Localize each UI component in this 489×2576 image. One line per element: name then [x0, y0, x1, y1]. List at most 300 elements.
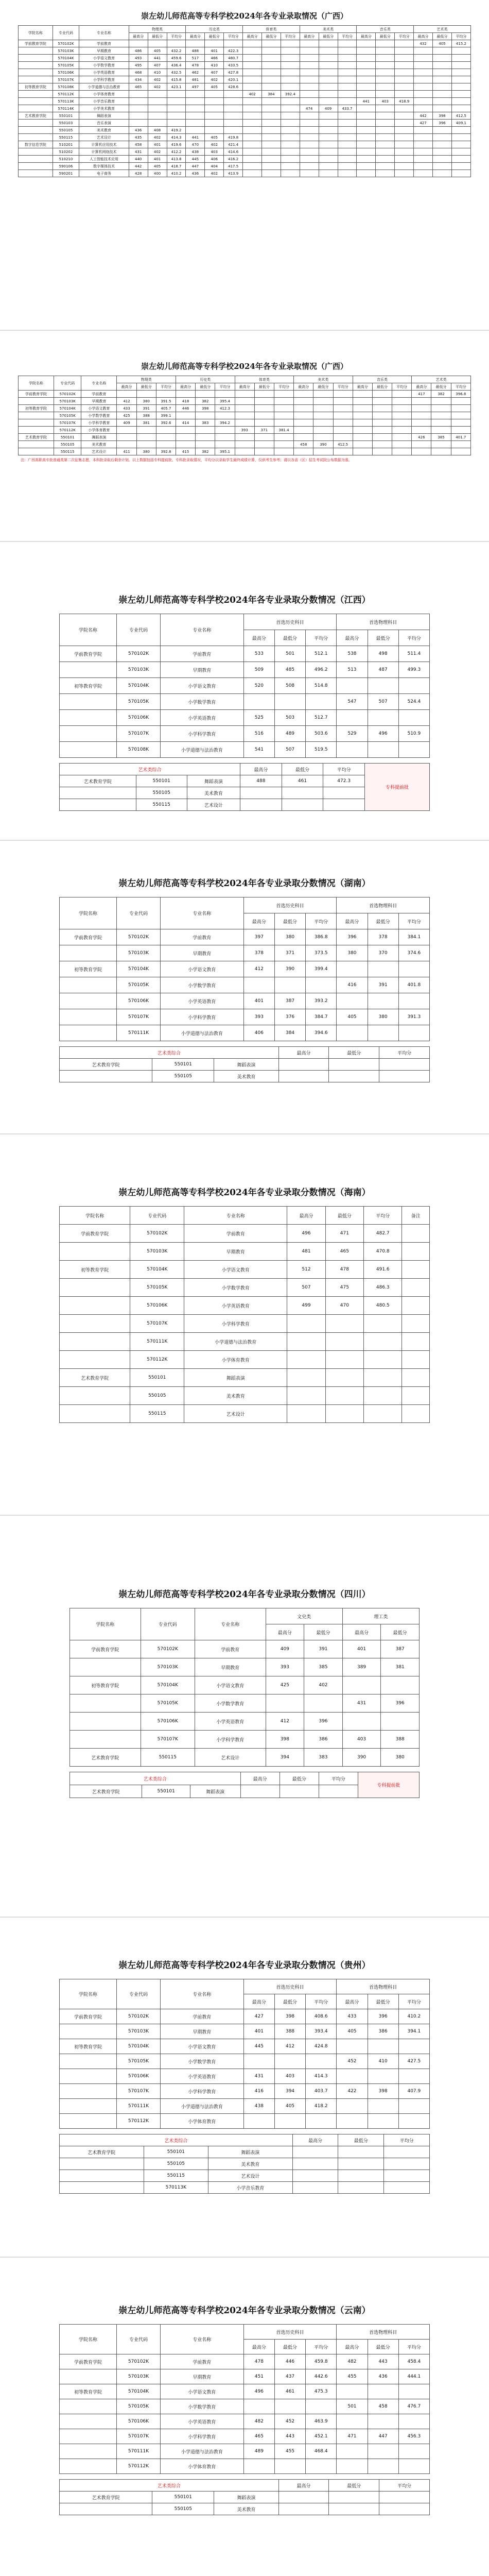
table-cell: 510201	[53, 141, 79, 148]
table-row	[60, 2146, 430, 2158]
table-cell	[357, 148, 376, 156]
table-cell: 415	[176, 448, 196, 455]
table-cell	[376, 40, 395, 47]
table-cell: 570103K	[116, 662, 160, 678]
table-row	[19, 47, 471, 55]
table-cell: 初等教育学院	[60, 678, 117, 694]
column-header: 最高分	[235, 383, 254, 391]
table-cell: 461	[282, 775, 323, 787]
table-cell	[431, 405, 451, 412]
table-cell: 468.4	[306, 2444, 337, 2459]
table-cell	[412, 441, 431, 448]
column-header: 学院名称	[60, 897, 117, 929]
table-cell: 378	[243, 945, 274, 961]
table-cell: 458	[294, 441, 313, 448]
table-cell: 计算机应用技术	[79, 141, 129, 148]
table-row	[19, 391, 471, 398]
table-cell	[243, 120, 262, 127]
table-cell: 402	[205, 141, 224, 148]
table-cell	[338, 40, 357, 47]
column-header: 平均分	[395, 33, 414, 40]
table-cell: 550105	[152, 1071, 214, 1082]
table-cell: 550101	[136, 775, 187, 787]
table-cell	[19, 148, 53, 156]
table-cell	[60, 2114, 117, 2129]
table-cell	[70, 1731, 141, 1749]
table-cell	[60, 1333, 130, 1351]
table-cell: 524.4	[398, 694, 429, 710]
table-cell	[196, 391, 215, 398]
table-cell: 570107K	[116, 1009, 160, 1025]
table-cell	[300, 127, 319, 134]
section-yunnan	[0, 2303, 489, 2515]
table-cell	[402, 1333, 430, 1351]
table-cell: 547	[337, 694, 368, 710]
table-cell	[60, 694, 117, 710]
table-row	[60, 2039, 430, 2054]
table-cell: 399.4	[306, 961, 337, 977]
table-cell: 小学数学教育	[161, 694, 244, 710]
table-row	[60, 742, 430, 758]
table-cell: 422	[337, 2084, 368, 2099]
table-cell	[432, 76, 451, 83]
table-cell: 394.6	[306, 1025, 337, 1041]
table-cell: 390	[342, 1749, 381, 1767]
table-cell	[319, 62, 338, 69]
table-cell	[357, 47, 376, 55]
table-cell: 501	[337, 2399, 368, 2414]
table-cell: 早期教育	[161, 945, 244, 961]
table-cell	[205, 127, 224, 134]
table-cell	[353, 391, 372, 398]
table-row	[19, 120, 471, 127]
table-cell: 410.2	[167, 170, 186, 177]
table-cell: 380	[381, 1749, 420, 1767]
art-block-label: 艺术类综合	[60, 2134, 293, 2146]
table-cell: 381.4	[274, 427, 293, 434]
table-cell: 401.7	[451, 434, 470, 441]
table-cell	[240, 1785, 280, 1798]
table-cell	[300, 148, 319, 156]
table-row	[60, 2399, 430, 2414]
table-row	[60, 1071, 430, 1082]
table-cell: 数字信息学院	[19, 141, 53, 148]
table-cell: 570114K	[53, 105, 79, 112]
table-cell	[357, 69, 376, 76]
table-cell: 570107K	[141, 1731, 195, 1749]
table-cell	[215, 427, 235, 434]
table-cell	[451, 69, 470, 76]
table-cell: 570102K	[116, 929, 160, 945]
table-cell	[319, 40, 338, 47]
table-cell	[287, 1351, 325, 1369]
table-cell	[261, 120, 281, 127]
table-cell	[313, 419, 333, 427]
table-cell	[319, 141, 338, 148]
table-cell	[329, 1071, 379, 1082]
table-cell	[287, 1333, 325, 1351]
table-cell	[129, 98, 148, 105]
table-cell	[451, 76, 470, 83]
table-cell: 550101	[152, 2492, 214, 2503]
table-cell	[300, 76, 319, 83]
table-cell	[392, 427, 412, 434]
group-header: 首选物理科目	[337, 897, 430, 913]
table-row	[19, 441, 471, 448]
table-cell	[368, 2414, 398, 2429]
table-cell: 570106K	[116, 993, 160, 1009]
table-cell: 小学道德与法治教育	[161, 1025, 244, 1041]
table-cell	[368, 678, 398, 694]
table-cell	[333, 398, 353, 405]
table-cell	[376, 69, 395, 76]
table-cell: 学前教育	[184, 1225, 287, 1243]
table-cell	[254, 434, 274, 441]
table-cell: 早期教育	[161, 2024, 244, 2039]
table-cell	[432, 98, 451, 105]
table-cell: 570103K	[141, 1658, 195, 1676]
header-row	[70, 1772, 420, 1785]
table-cell	[60, 726, 117, 742]
table-cell	[337, 2114, 368, 2129]
table-cell: 391	[136, 405, 156, 412]
table-cell	[243, 2054, 274, 2069]
table-cell: 409	[319, 105, 338, 112]
table-cell: 418.7	[167, 163, 186, 170]
table-cell: 570105K	[116, 694, 160, 710]
table-cell	[261, 83, 281, 91]
column-header: 专业名称	[161, 897, 244, 929]
column-header: 平均分	[451, 33, 470, 40]
table-cell: 艺术教育学院	[60, 1059, 152, 1071]
table-cell: 405	[148, 47, 167, 55]
table-cell	[274, 398, 293, 405]
table-cell	[261, 98, 281, 105]
column-header: 专业代码	[116, 614, 160, 646]
column-header: 最低分	[274, 1994, 305, 2009]
table-cell: 419.2	[167, 127, 186, 134]
table-cell: 525	[243, 710, 274, 726]
table-cell	[261, 141, 281, 148]
table-cell	[281, 120, 300, 127]
table-cell	[240, 799, 282, 811]
table-cell: 艺术教育学院	[70, 1785, 142, 1798]
table-cell	[306, 694, 337, 710]
table-cell	[379, 2503, 430, 2515]
table-cell	[432, 47, 451, 55]
table-cell: 小学数学教育	[81, 412, 117, 419]
table-cell: 570111K	[116, 2444, 160, 2459]
table-cell: 474	[300, 105, 319, 112]
table-cell: 小学数学教育	[161, 2054, 244, 2069]
table-cell: 427	[243, 2009, 274, 2024]
table-cell: 409	[266, 1640, 304, 1658]
table-cell	[60, 662, 117, 678]
table-cell	[357, 76, 376, 83]
table-cell	[282, 799, 323, 811]
column-header: 最低分	[254, 383, 274, 391]
table-cell: 435	[129, 134, 148, 141]
table-cell: 391	[368, 977, 398, 993]
table-cell	[254, 419, 274, 427]
table-cell: 550105	[130, 1387, 184, 1405]
group-header: 首选物理科目	[337, 2325, 430, 2340]
table-cell	[337, 2039, 368, 2054]
table-cell: 396.8	[451, 391, 470, 398]
table-cell	[19, 448, 54, 455]
table-cell	[364, 1387, 402, 1405]
table-cell	[300, 55, 319, 62]
table-cell: 570104K	[54, 405, 81, 412]
table-cell	[60, 710, 117, 726]
table-cell	[414, 127, 433, 134]
table-cell	[384, 2182, 430, 2194]
table-cell: 艺术教育学院	[19, 434, 54, 441]
table-row	[19, 170, 471, 177]
table-cell	[338, 120, 357, 127]
table-cell	[294, 391, 313, 398]
table-cell	[338, 91, 357, 98]
table-cell: 382	[196, 398, 215, 405]
table-cell	[235, 391, 254, 398]
column-header: 学院名称	[70, 1608, 141, 1640]
table-cell	[338, 83, 357, 91]
table-cell: 414.3	[306, 2069, 337, 2084]
table-row	[60, 1369, 430, 1387]
table-cell: 408.6	[306, 2009, 337, 2024]
table-cell	[319, 156, 338, 163]
table-cell: 386	[368, 2024, 398, 2039]
table-cell	[337, 2459, 368, 2474]
table-cell: 541	[243, 742, 274, 758]
table-cell	[294, 448, 313, 455]
table-cell	[243, 40, 262, 47]
table-cell: 舞蹈表演	[208, 2146, 293, 2158]
art-table	[59, 2134, 430, 2194]
column-header: 专业代码	[53, 26, 79, 40]
column-header: 历史类	[186, 26, 243, 33]
table-cell	[261, 62, 281, 69]
table-cell	[451, 398, 470, 405]
table-row	[60, 2459, 430, 2474]
table-cell: 412	[243, 961, 274, 977]
table-cell	[395, 127, 414, 134]
table-cell	[224, 98, 243, 105]
table-row	[70, 1713, 420, 1731]
table-cell	[281, 83, 300, 91]
column-header: 最高分	[266, 1624, 304, 1640]
table-cell: 电子商务	[79, 170, 129, 177]
table-cell: 初等教育学院	[60, 961, 117, 977]
table-cell	[451, 98, 470, 105]
table-cell: 计算机网络技术	[79, 148, 129, 156]
table-row	[19, 55, 471, 62]
table-row	[60, 1387, 430, 1405]
table-cell	[333, 391, 353, 398]
table-row	[60, 2069, 430, 2084]
table-cell: 550105	[54, 441, 81, 448]
column-header: 平均分	[281, 33, 300, 40]
table-cell: 384	[261, 91, 281, 98]
column-header: 最高分	[337, 1994, 368, 2009]
table-cell: 550105	[152, 2503, 214, 2515]
column-header: 最高分	[129, 33, 148, 40]
table-cell: 403	[274, 2069, 305, 2084]
table-cell	[19, 105, 53, 112]
table-cell	[205, 91, 224, 98]
table-cell	[167, 98, 186, 105]
table-cell	[224, 91, 243, 98]
column-header: 最低分	[381, 1624, 420, 1640]
table-cell: 413.8	[167, 156, 186, 163]
table-cell: 398	[274, 2009, 305, 2024]
table-cell	[287, 1387, 325, 1405]
column-header: 最低分	[325, 1207, 363, 1225]
table-cell	[300, 69, 319, 76]
table-cell	[224, 120, 243, 127]
table-cell	[338, 156, 357, 163]
table-cell	[148, 98, 167, 105]
table-cell: 489	[274, 726, 305, 742]
table-cell: 570105K	[116, 2054, 160, 2069]
table-cell	[432, 91, 451, 98]
table-cell	[19, 163, 53, 170]
table-cell: 388	[136, 412, 156, 419]
table-cell: 447	[186, 163, 205, 170]
header-row	[60, 614, 430, 630]
table-row	[19, 69, 471, 76]
table-cell: 570108K	[116, 742, 160, 758]
table-cell: 570113K	[144, 2182, 208, 2194]
table-cell	[451, 163, 470, 170]
table-cell	[60, 1243, 130, 1261]
table-cell: 小学道德与法治教育	[161, 2444, 244, 2459]
table-cell	[395, 170, 414, 177]
column-header: 最低分	[376, 33, 395, 40]
table-cell	[60, 2369, 117, 2384]
table-cell	[376, 163, 395, 170]
column-header: 最高分	[412, 383, 431, 391]
table-cell	[136, 434, 156, 441]
table-cell	[337, 2444, 368, 2459]
table-cell: 550101	[53, 112, 79, 120]
table-cell: 570102K	[116, 646, 160, 662]
table-cell	[392, 405, 412, 412]
table-cell: 570103K	[116, 945, 160, 961]
column-header: 专业名称	[79, 26, 129, 40]
table-cell: 482	[243, 2414, 274, 2429]
table-cell	[243, 69, 262, 76]
table-cell: 418.2	[306, 2099, 337, 2114]
table-cell	[274, 441, 293, 448]
table-cell	[215, 434, 235, 441]
footnote: 注：广西高职高专批普通类第二次征集志愿，本科批录取后剩余计划。以上数据包括专科提前批、专科批录取情况，平均分以录取学生最终成绩计算，仅供考生参考；请以各省（区）招生考试院公布数据为准。	[21, 458, 352, 462]
table-cell: 512.7	[306, 710, 337, 726]
table-cell: 462	[186, 69, 205, 76]
table-cell	[313, 391, 333, 398]
column-header: 最高分	[300, 33, 319, 40]
table-cell: 401.8	[398, 977, 429, 993]
table-cell: 550101	[152, 1059, 214, 1071]
table-row	[19, 134, 471, 141]
table-cell	[261, 156, 281, 163]
table-cell: 370	[368, 945, 398, 961]
table-cell	[431, 448, 451, 455]
column-header: 平均分	[364, 1207, 402, 1225]
table-cell: 400	[148, 170, 167, 177]
table-cell: 472.3	[323, 775, 365, 787]
table-cell: 小学科学教育	[81, 419, 117, 427]
table-cell: 489	[243, 2444, 274, 2459]
table-row	[60, 1243, 430, 1261]
table-cell: 440	[129, 156, 148, 163]
column-header: 学院名称	[60, 2325, 117, 2354]
table-cell	[294, 398, 313, 405]
table-cell: 371	[274, 945, 305, 961]
table-cell	[338, 2182, 384, 2194]
table-cell	[281, 40, 300, 47]
table-cell	[274, 2054, 305, 2069]
table-cell: 396	[381, 1694, 420, 1713]
table-cell: 529	[337, 726, 368, 742]
table-cell: 514.8	[306, 678, 337, 694]
table-cell	[274, 448, 293, 455]
table-cell	[19, 62, 53, 69]
table-cell	[353, 434, 372, 441]
table-cell: 451	[243, 2369, 274, 2384]
table-cell	[412, 398, 431, 405]
table-row	[19, 405, 471, 412]
table-cell	[368, 2114, 398, 2129]
table-cell	[243, 2114, 274, 2129]
table-cell	[338, 2146, 384, 2158]
table-cell	[19, 441, 54, 448]
table-cell	[60, 2459, 117, 2474]
table-cell	[19, 120, 53, 127]
table-cell: 学前教育	[161, 2354, 244, 2369]
table-cell: 小学英语教育	[161, 993, 244, 1009]
table-row	[19, 141, 471, 148]
table-cell	[294, 405, 313, 412]
table-cell	[395, 105, 414, 112]
table-cell	[451, 62, 470, 69]
table-cell: 406	[205, 156, 224, 163]
table-cell	[451, 156, 470, 163]
table-cell: 学前教育学院	[60, 646, 117, 662]
table-cell: 403	[205, 148, 224, 156]
table-cell	[368, 2384, 398, 2399]
section-guangxi-bottom	[0, 361, 489, 465]
table-cell	[414, 55, 433, 62]
table-cell: 417.5	[224, 163, 243, 170]
table-cell	[19, 76, 53, 83]
table-cell	[381, 1676, 420, 1694]
table-cell	[224, 127, 243, 134]
table-cell	[325, 1387, 363, 1405]
table-cell	[398, 2039, 429, 2054]
table-cell	[261, 47, 281, 55]
table-cell	[167, 105, 186, 112]
table-cell: 402	[148, 83, 167, 91]
table-cell	[281, 76, 300, 83]
table-cell	[243, 148, 262, 156]
table-cell	[333, 427, 353, 434]
table-row	[70, 1694, 420, 1713]
column-header: 平均分	[323, 764, 365, 775]
table-cell: 570106K	[53, 69, 79, 76]
table-cell: 415.8	[167, 76, 186, 83]
table-cell	[304, 1694, 343, 1713]
